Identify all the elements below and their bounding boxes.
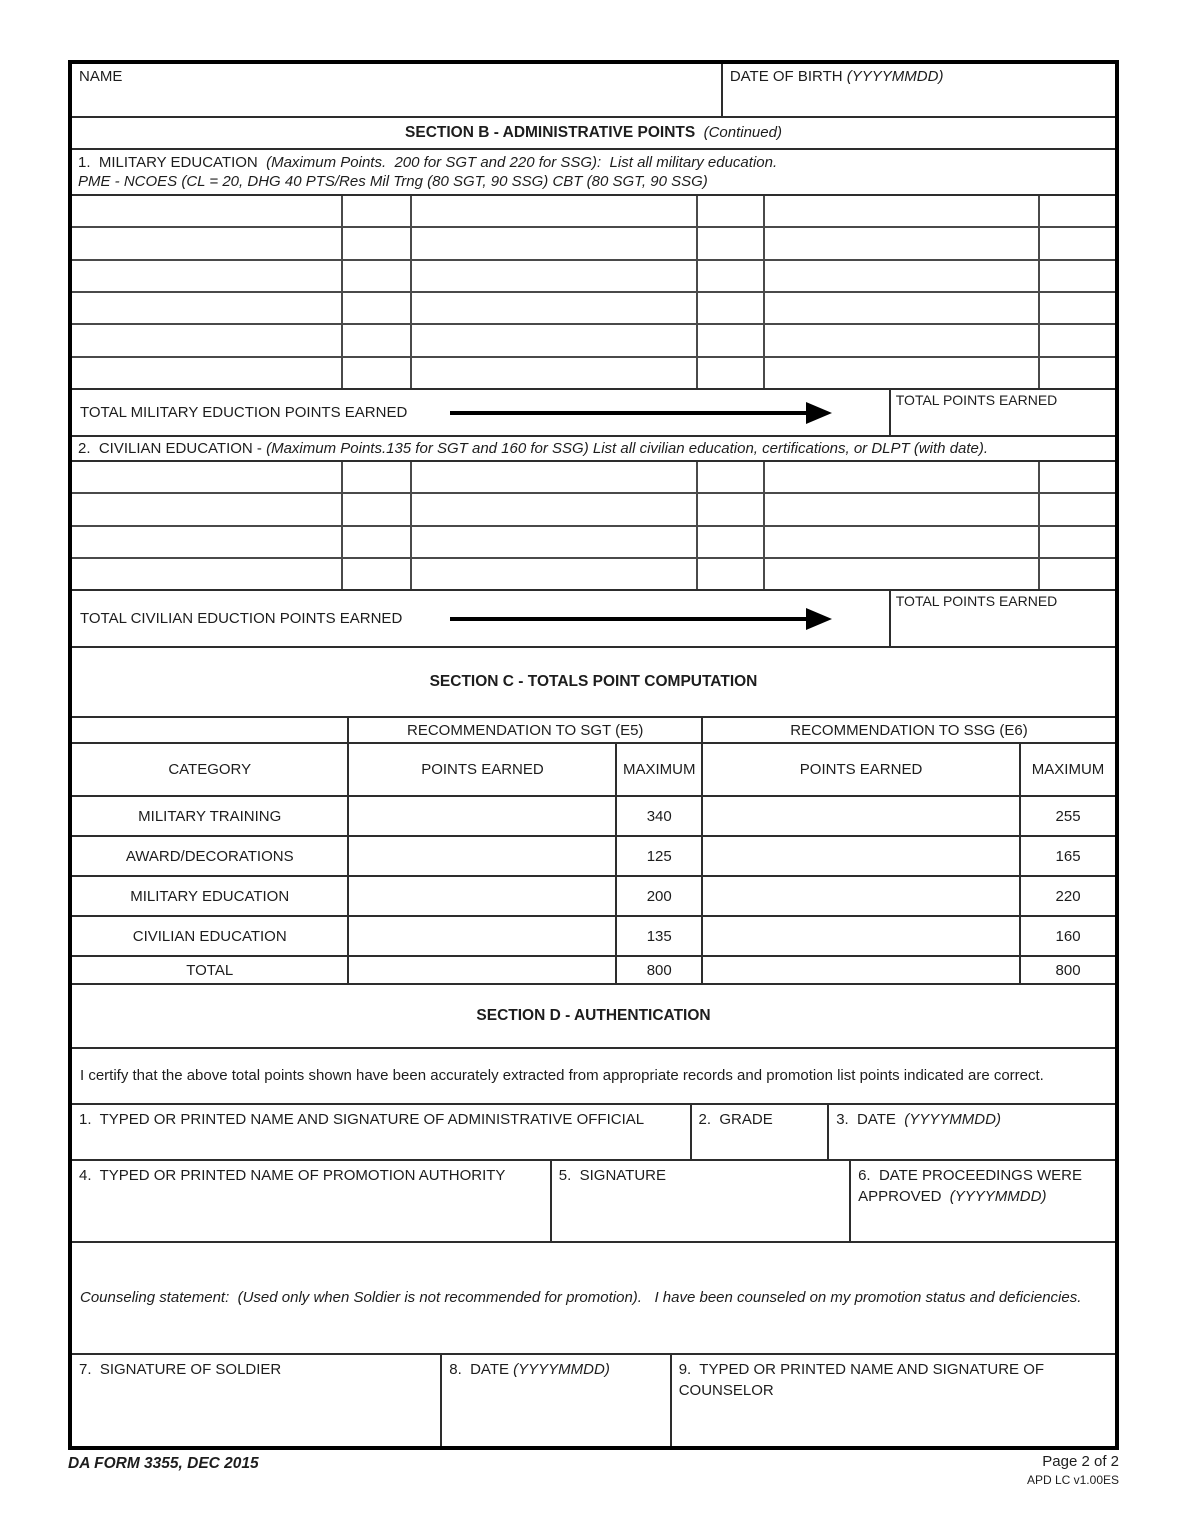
education-grid-row	[72, 494, 1115, 526]
education-points-cell[interactable]	[1040, 261, 1115, 291]
ssg-maximum-value: 255	[1055, 807, 1081, 825]
education-entry-cell[interactable]	[765, 462, 1040, 492]
section-b-title: SECTION B - ADMINISTRATIVE POINTS (Continued)	[405, 124, 782, 142]
military-total-row	[72, 390, 1115, 437]
admin-date-field[interactable]	[829, 1105, 1115, 1159]
education-points-cell[interactable]	[698, 261, 765, 291]
apd-version: APD LC v1.00ES	[1026, 1473, 1119, 1487]
category-label: MILITARY TRAINING	[72, 797, 349, 835]
admin-date-label: 3. DATE (YYYYMMDD)	[836, 1111, 1001, 1128]
ssg-points-earned-cell[interactable]	[703, 917, 1021, 955]
arrow-head	[806, 402, 832, 424]
civilian-total-points-field[interactable]	[891, 591, 1115, 646]
footer-right-block	[1027, 1453, 1119, 1487]
ssg-points-earned-cell[interactable]	[703, 797, 1021, 835]
civilian-total-row	[72, 591, 1115, 648]
sgt-points-earned-header: POINTS EARNED	[349, 744, 617, 795]
section-c-header	[72, 648, 1115, 718]
education-grid-row	[72, 293, 1115, 325]
dob-label: DATE OF BIRTH (YYYYMMDD)	[729, 68, 944, 85]
soldier-signature-label: 7. SIGNATURE OF SOLDIER	[79, 1361, 282, 1378]
education-entry-cell[interactable]	[412, 559, 698, 589]
education-points-cell[interactable]	[698, 325, 765, 355]
education-points-cell[interactable]	[1040, 196, 1115, 226]
category-group-spacer	[72, 718, 349, 742]
sgt-maximum-value: 200	[617, 877, 703, 915]
section-c-row	[72, 797, 1115, 837]
soldier-date-field[interactable]	[442, 1355, 671, 1446]
education-entry-cell[interactable]	[412, 293, 698, 323]
sgt-maximum-value: 125	[617, 837, 703, 875]
education-points-cell[interactable]	[343, 196, 412, 226]
arrow-line	[450, 411, 805, 415]
section-c-column-header	[72, 744, 1115, 797]
education-entry-cell[interactable]	[765, 559, 1040, 589]
education-points-cell[interactable]	[343, 228, 412, 258]
education-entry-cell[interactable]	[412, 228, 698, 258]
proceedings-approved-date-field[interactable]	[851, 1161, 1115, 1241]
education-points-cell[interactable]	[698, 358, 765, 388]
education-points-cell[interactable]	[698, 293, 765, 323]
education-entry-cell[interactable]	[412, 494, 698, 524]
education-entry-cell[interactable]	[72, 261, 343, 291]
ssg-points-earned-cell[interactable]	[703, 837, 1021, 875]
education-entry-cell[interactable]	[72, 559, 343, 589]
education-entry-cell[interactable]	[412, 196, 698, 226]
category-label: AWARD/DECORATIONS	[72, 837, 349, 875]
education-points-cell[interactable]	[343, 527, 412, 557]
education-points-cell[interactable]	[1040, 293, 1115, 323]
section-c-row	[72, 877, 1115, 917]
section-c-table	[72, 718, 1115, 985]
education-entry-cell[interactable]	[72, 325, 343, 355]
sgt-points-earned-cell[interactable]	[349, 837, 617, 875]
education-entry-cell[interactable]	[412, 325, 698, 355]
education-points-cell[interactable]	[343, 462, 412, 492]
military-education-grid	[72, 196, 1115, 390]
education-entry-cell[interactable]	[765, 261, 1040, 291]
education-entry-cell[interactable]	[412, 261, 698, 291]
education-entry-cell[interactable]	[765, 196, 1040, 226]
category-label: MILITARY EDUCATION	[72, 877, 349, 915]
category-column-header: CATEGORY	[72, 744, 349, 795]
ssg-maximum-value: 160	[1055, 927, 1081, 945]
education-entry-cell[interactable]	[412, 527, 698, 557]
sgt-maximum-value: 340	[617, 797, 703, 835]
soldier-signature-row	[72, 1355, 1115, 1446]
education-entry-cell[interactable]	[765, 325, 1040, 355]
education-points-cell[interactable]	[698, 559, 765, 589]
ssg-points-earned-cell[interactable]	[703, 877, 1021, 915]
education-points-cell[interactable]	[343, 293, 412, 323]
promotion-authority-row	[72, 1161, 1115, 1243]
military-total-label: TOTAL MILITARY EDUCTION POINTS EARNED	[80, 403, 408, 421]
education-entry-cell[interactable]	[765, 358, 1040, 388]
certify-statement: I certify that the above total points shown have been accurately extracted from appropriate records and promotion list points indicated are correct.	[80, 1067, 1044, 1085]
education-entry-cell[interactable]	[412, 358, 698, 388]
arrow-line	[450, 617, 805, 621]
arrow-head	[806, 608, 832, 630]
dob-field[interactable]	[723, 64, 1115, 116]
section-c-row	[72, 917, 1115, 957]
proceedings-approved-date-label: 6. DATE PROCEEDINGS WERE APPROVED (YYYYMMDD)	[858, 1167, 1086, 1205]
section-c-group-header	[72, 718, 1115, 744]
sgt-maximum-value: 135	[617, 917, 703, 955]
education-entry-cell[interactable]	[765, 494, 1040, 524]
grade-field[interactable]	[692, 1105, 830, 1159]
education-points-cell[interactable]	[1040, 358, 1115, 388]
signature-label: 5. SIGNATURE	[558, 1167, 667, 1184]
education-points-cell[interactable]	[698, 462, 765, 492]
section-c-title: SECTION C - TOTALS POINT COMPUTATION	[429, 673, 758, 690]
arrow-right-icon	[450, 401, 831, 425]
sgt-maximum-value: 800	[617, 957, 703, 983]
ssg-maximum-value: 165	[1055, 847, 1081, 865]
total-points-earned-label: TOTAL POINTS EARNED	[895, 593, 1058, 609]
ssg-maximum-value: 220	[1055, 887, 1081, 905]
name-field[interactable]	[72, 64, 723, 116]
education-grid-row	[72, 527, 1115, 559]
page-number: Page 2 of 2	[1042, 1453, 1119, 1470]
education-entry-cell[interactable]	[72, 293, 343, 323]
military-education-heading	[72, 150, 1115, 196]
soldier-signature-field[interactable]	[72, 1355, 442, 1446]
category-label: TOTAL	[72, 957, 349, 983]
section-d-title: SECTION D - AUTHENTICATION	[476, 1007, 711, 1024]
promotion-authority-name-field[interactable]	[72, 1161, 552, 1241]
civilian-total-label-area	[72, 591, 891, 646]
education-points-cell[interactable]	[1040, 527, 1115, 557]
civilian-education-heading	[72, 437, 1115, 462]
education-points-cell[interactable]	[343, 559, 412, 589]
education-points-cell[interactable]	[1040, 462, 1115, 492]
education-grid-row	[72, 228, 1115, 260]
section-c-row	[72, 837, 1115, 877]
education-points-cell[interactable]	[1040, 559, 1115, 589]
counselor-label: 9. TYPED OR PRINTED NAME AND SIGNATURE OF COUNSELOR	[678, 1361, 1049, 1399]
admin-official-label: 1. TYPED OR PRINTED NAME AND SIGNATURE OF ADMINISTRATIVE OFFICIAL	[79, 1111, 645, 1128]
admin-official-name-signature-field[interactable]	[72, 1105, 692, 1159]
certify-statement-row	[72, 1049, 1115, 1105]
education-entry-cell[interactable]	[72, 196, 343, 226]
civilian-education-label: 2. CIVILIAN EDUCATION - (Maximum Points.135 for SGT and 160 for SSG) List all civilian education, certifications, or DLPT (with date).	[78, 439, 989, 457]
sgt-points-earned-cell[interactable]	[349, 957, 617, 983]
soldier-date-label: 8. DATE (YYYYMMDD)	[449, 1361, 610, 1378]
military-total-label-area	[72, 390, 891, 435]
section-d-header	[72, 985, 1115, 1049]
promotion-authority-signature-field[interactable]	[552, 1161, 851, 1241]
education-entry-cell[interactable]	[72, 494, 343, 524]
promotion-authority-label: 4. TYPED OR PRINTED NAME OF PROMOTION AUTHORITY	[79, 1167, 506, 1184]
civilian-total-label: TOTAL CIVILIAN EDUCTION POINTS EARNED	[80, 609, 403, 627]
education-grid-row	[72, 261, 1115, 293]
counseling-statement: Counseling statement: (Used only when Soldier is not recommended for promotion). I have been counseled on my promotion status and deficiencies.	[80, 1289, 1082, 1307]
military-education-label: 1. MILITARY EDUCATION (Maximum Points. 200 for SGT and 220 for SSG): List all military education.	[78, 153, 778, 171]
education-points-cell[interactable]	[698, 494, 765, 524]
name-dob-row	[72, 64, 1115, 118]
education-points-cell[interactable]	[1040, 494, 1115, 524]
form-number: DA FORM 3355, DEC 2015	[68, 1455, 259, 1472]
education-points-cell[interactable]	[1040, 228, 1115, 258]
category-label: CIVILIAN EDUCATION	[72, 917, 349, 955]
education-entry-cell[interactable]	[412, 462, 698, 492]
ssg-maximum-value: 800	[1055, 961, 1081, 979]
military-total-points-field[interactable]	[891, 390, 1115, 435]
name-label: NAME	[79, 68, 123, 85]
education-entry-cell[interactable]	[765, 293, 1040, 323]
ssg-points-earned-header: POINTS EARNED	[703, 744, 1021, 795]
education-points-cell[interactable]	[343, 494, 412, 524]
civilian-education-grid	[72, 462, 1115, 591]
education-entry-cell[interactable]	[72, 358, 343, 388]
education-points-cell[interactable]	[698, 196, 765, 226]
ssg-points-earned-cell[interactable]	[703, 957, 1021, 983]
grade-label: 2. GRADE	[698, 1111, 773, 1128]
section-c-row	[72, 957, 1115, 983]
sgt-points-earned-cell[interactable]	[349, 877, 617, 915]
education-grid-row	[72, 358, 1115, 388]
sgt-maximum-header: MAXIMUM	[617, 744, 703, 795]
sgt-points-earned-cell[interactable]	[349, 917, 617, 955]
education-entry-cell[interactable]	[72, 228, 343, 258]
education-grid-row	[72, 196, 1115, 228]
arrow-right-icon	[450, 607, 831, 631]
education-points-cell[interactable]	[343, 325, 412, 355]
counselor-name-signature-field[interactable]	[672, 1355, 1115, 1446]
education-grid-row	[72, 559, 1115, 589]
admin-official-row	[72, 1105, 1115, 1161]
section-b-header	[72, 118, 1115, 150]
recommendation-ssg-header: RECOMMENDATION TO SSG (E6)	[790, 721, 1028, 739]
education-grid-row	[72, 325, 1115, 357]
education-points-cell[interactable]	[698, 527, 765, 557]
military-education-subnote: PME - NCOES (CL = 20, DHG 40 PTS/Res Mil Trng (80 SGT, 90 SSG) CBT (80 SGT, 90 SSG)	[78, 173, 708, 190]
education-entry-cell[interactable]	[765, 228, 1040, 258]
education-entry-cell[interactable]	[72, 462, 343, 492]
education-entry-cell[interactable]	[765, 527, 1040, 557]
counseling-statement-row	[72, 1243, 1115, 1355]
da-form-3355-page2	[68, 60, 1119, 1450]
sgt-points-earned-cell[interactable]	[349, 797, 617, 835]
education-entry-cell[interactable]	[72, 527, 343, 557]
education-points-cell[interactable]	[343, 358, 412, 388]
total-points-earned-label: TOTAL POINTS EARNED	[895, 392, 1058, 408]
ssg-maximum-header: MAXIMUM	[1031, 761, 1105, 778]
education-grid-row	[72, 462, 1115, 494]
education-points-cell[interactable]	[343, 261, 412, 291]
recommendation-sgt-header: RECOMMENDATION TO SGT (E5)	[349, 718, 703, 742]
education-points-cell[interactable]	[698, 228, 765, 258]
education-points-cell[interactable]	[1040, 325, 1115, 355]
section-c-rows	[72, 797, 1115, 983]
